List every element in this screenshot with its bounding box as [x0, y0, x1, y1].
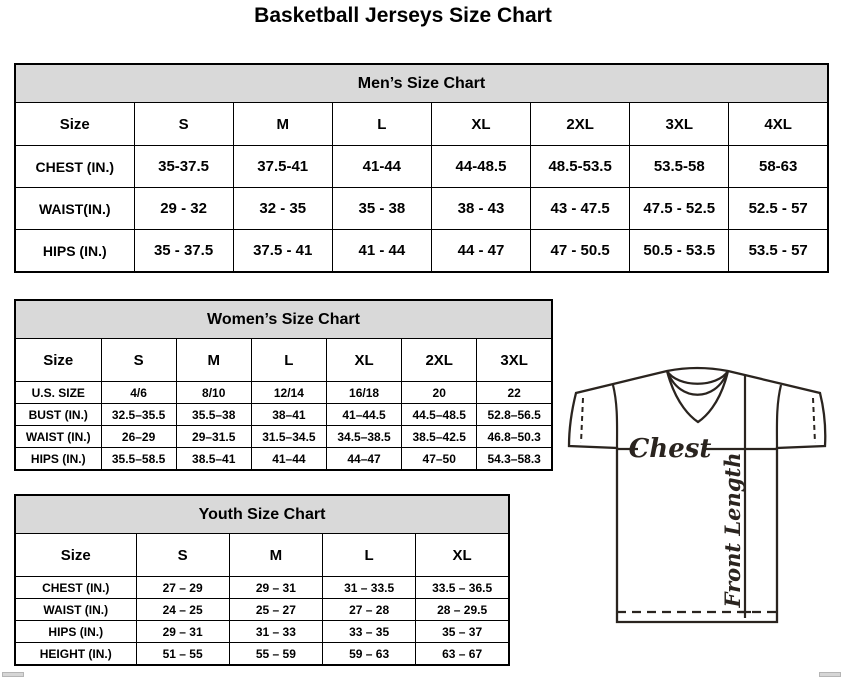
size-value-cell: 44-48.5	[431, 146, 530, 188]
size-value-cell: 27 – 28	[323, 599, 416, 621]
size-value-cell: 50.5 - 53.5	[630, 230, 729, 273]
horizontal-scrollbar-left-thumb[interactable]	[2, 672, 24, 677]
row-label: BUST (IN.)	[15, 404, 101, 426]
size-value-cell: 51 – 55	[136, 643, 229, 666]
size-value-cell: 53.5-58	[630, 146, 729, 188]
size-value-cell: 44–47	[326, 448, 401, 471]
column-header: 3XL	[630, 103, 729, 146]
size-value-cell: 63 – 67	[416, 643, 509, 666]
left-cuff-dashed-line	[581, 398, 583, 443]
size-value-cell: 31.5–34.5	[251, 426, 326, 448]
size-value-cell: 41 - 44	[332, 230, 431, 273]
column-header: S	[101, 339, 176, 382]
left-armhole-seam	[613, 385, 617, 448]
column-header: XL	[326, 339, 401, 382]
size-value-cell: 47–50	[402, 448, 477, 471]
size-value-cell: 4/6	[101, 382, 176, 404]
size-value-cell: 25 – 27	[229, 599, 322, 621]
jersey-outline	[569, 368, 825, 622]
youth-size-chart	[14, 494, 510, 666]
size-value-cell: 38.5–41	[176, 448, 251, 471]
size-value-cell: 16/18	[326, 382, 401, 404]
size-value-cell: 37.5 - 41	[233, 230, 332, 273]
size-value-cell: 55 – 59	[229, 643, 322, 666]
size-value-cell: 29 – 31	[229, 577, 322, 599]
row-label: CHEST (IN.)	[15, 146, 134, 188]
size-value-cell: 38–41	[251, 404, 326, 426]
size-value-cell: 44 - 47	[431, 230, 530, 273]
row-label: U.S. SIZE	[15, 382, 101, 404]
size-value-cell: 24 – 25	[136, 599, 229, 621]
column-header: S	[136, 534, 229, 577]
size-value-cell: 27 – 29	[136, 577, 229, 599]
size-value-cell: 32.5–35.5	[101, 404, 176, 426]
column-header: M	[176, 339, 251, 382]
size-value-cell: 35 - 37.5	[134, 230, 233, 273]
size-value-cell: 44.5–48.5	[402, 404, 477, 426]
column-header: 2XL	[531, 103, 630, 146]
column-header: 3XL	[477, 339, 552, 382]
table-row	[15, 188, 828, 230]
front-length-label: Front Length	[720, 452, 745, 608]
table-row	[15, 599, 509, 621]
size-value-cell: 35 - 38	[332, 188, 431, 230]
size-value-cell: 28 – 29.5	[416, 599, 509, 621]
size-value-cell: 47.5 - 52.5	[630, 188, 729, 230]
size-value-cell: 33 – 35	[323, 621, 416, 643]
size-value-cell: 47 - 50.5	[531, 230, 630, 273]
mens-size-chart	[14, 63, 829, 273]
size-value-cell: 35-37.5	[134, 146, 233, 188]
size-value-cell: 35 – 37	[416, 621, 509, 643]
size-value-cell: 53.5 - 57	[729, 230, 828, 273]
size-value-cell: 32 - 35	[233, 188, 332, 230]
row-label: WAIST (IN.)	[15, 599, 136, 621]
size-value-cell: 22	[477, 382, 552, 404]
column-header: XL	[431, 103, 530, 146]
size-value-cell: 35.5–58.5	[101, 448, 176, 471]
table-row	[15, 426, 552, 448]
size-value-cell: 20	[402, 382, 477, 404]
row-label: HEIGHT (IN.)	[15, 643, 136, 666]
chest-label: Chest	[628, 434, 712, 464]
mens-size-table	[14, 63, 829, 273]
collar-inner-curve	[667, 371, 728, 384]
column-header: M	[229, 534, 322, 577]
column-header: M	[233, 103, 332, 146]
row-label: WAIST (IN.)	[15, 426, 101, 448]
row-label: WAIST(IN.)	[15, 188, 134, 230]
jersey-measurement-diagram	[556, 360, 842, 632]
table-row	[15, 404, 552, 426]
table-title: Men’s Size Chart	[15, 64, 828, 103]
table-title: Women’s Size Chart	[15, 300, 552, 339]
column-header: XL	[416, 534, 509, 577]
table-row	[15, 146, 828, 188]
table-row	[15, 382, 552, 404]
column-header: 4XL	[729, 103, 828, 146]
womens-size-table	[14, 299, 553, 471]
size-value-cell: 58-63	[729, 146, 828, 188]
column-header: 2XL	[402, 339, 477, 382]
size-value-cell: 52.8–56.5	[477, 404, 552, 426]
size-value-cell: 29–31.5	[176, 426, 251, 448]
row-label: HIPS (IN.)	[15, 448, 101, 471]
size-value-cell: 54.3–58.3	[477, 448, 552, 471]
column-header: L	[251, 339, 326, 382]
size-value-cell: 41–44.5	[326, 404, 401, 426]
size-value-cell: 31 – 33	[229, 621, 322, 643]
size-value-cell: 59 – 63	[323, 643, 416, 666]
table-title: Youth Size Chart	[15, 495, 509, 534]
right-cuff-dashed-line	[813, 398, 815, 443]
column-header: Size	[15, 534, 136, 577]
table-row	[15, 643, 509, 666]
size-value-cell: 29 – 31	[136, 621, 229, 643]
size-value-cell: 34.5–38.5	[326, 426, 401, 448]
size-value-cell: 48.5-53.5	[531, 146, 630, 188]
size-value-cell: 31 – 33.5	[323, 577, 416, 599]
right-armhole-seam	[777, 385, 781, 448]
size-value-cell: 33.5 – 36.5	[416, 577, 509, 599]
column-header: L	[332, 103, 431, 146]
youth-size-table	[14, 494, 510, 666]
size-value-cell: 41-44	[332, 146, 431, 188]
column-header: Size	[15, 103, 134, 146]
size-value-cell: 26–29	[101, 426, 176, 448]
size-value-cell: 41–44	[251, 448, 326, 471]
column-header: S	[134, 103, 233, 146]
horizontal-scrollbar-right-thumb[interactable]	[819, 672, 841, 677]
table-row	[15, 577, 509, 599]
table-row	[15, 230, 828, 273]
table-row	[15, 621, 509, 643]
size-value-cell: 43 - 47.5	[531, 188, 630, 230]
size-value-cell: 37.5-41	[233, 146, 332, 188]
row-label: HIPS (IN.)	[15, 230, 134, 273]
size-value-cell: 38 - 43	[431, 188, 530, 230]
size-value-cell: 8/10	[176, 382, 251, 404]
page-title: Basketball Jerseys Size Chart	[254, 4, 552, 27]
size-value-cell: 38.5–42.5	[402, 426, 477, 448]
column-header: Size	[15, 339, 101, 382]
size-value-cell: 12/14	[251, 382, 326, 404]
column-header: L	[323, 534, 416, 577]
row-label: HIPS (IN.)	[15, 621, 136, 643]
row-label: CHEST (IN.)	[15, 577, 136, 599]
size-value-cell: 52.5 - 57	[729, 188, 828, 230]
womens-size-chart	[14, 299, 553, 471]
size-value-cell: 29 - 32	[134, 188, 233, 230]
size-value-cell: 46.8–50.3	[477, 426, 552, 448]
size-value-cell: 35.5–38	[176, 404, 251, 426]
table-row	[15, 448, 552, 471]
